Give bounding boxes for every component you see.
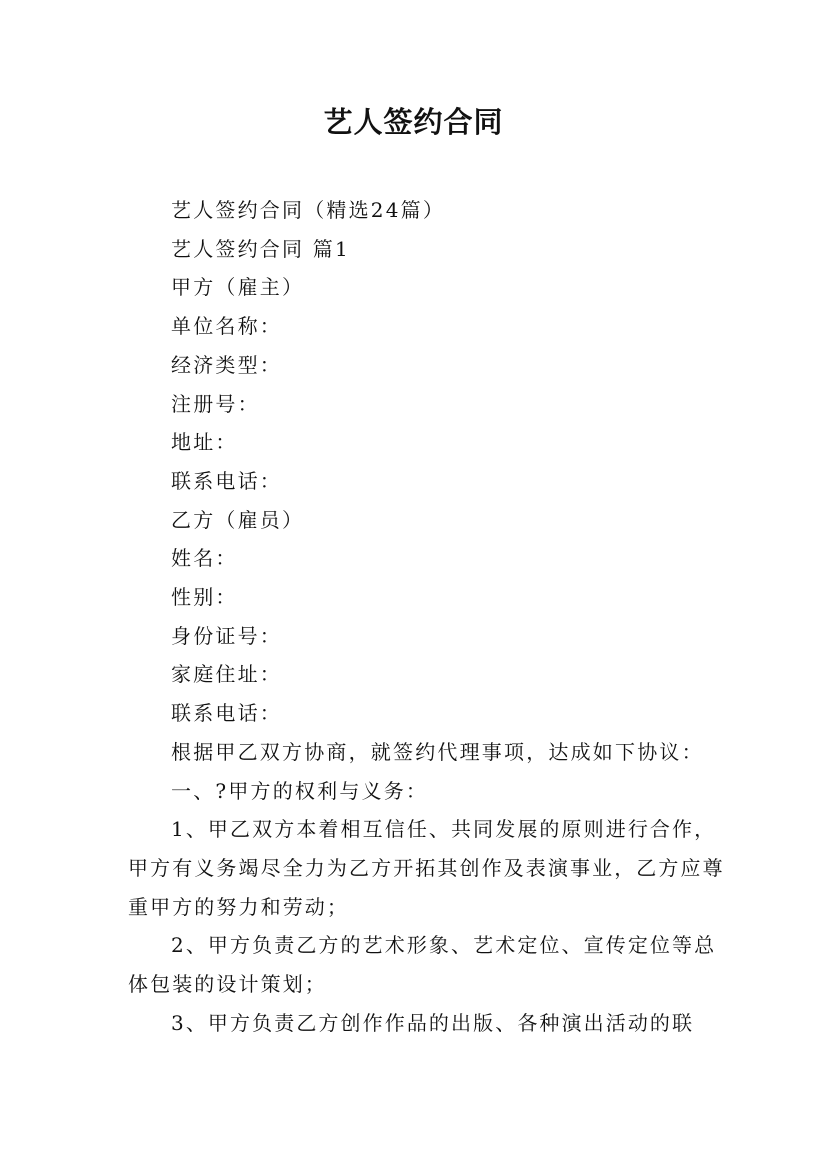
field-phone-b: 联系电话： [171, 701, 282, 726]
field-home-address: 家庭住址： [171, 662, 282, 687]
field-address: 地址： [171, 430, 238, 455]
field-phone-a: 联系电话： [171, 468, 282, 493]
paragraph-party-b: 乙方（雇员） [171, 507, 305, 532]
field-registration-number: 注册号： [171, 391, 260, 416]
paragraph-clause-1-2: 2、甲方负责乙方的艺术形象、艺术定位、宣传定位等总体包装的设计策划； [128, 933, 717, 997]
document-body [128, 191, 728, 1042]
paragraph-clause-1-3: 3、甲方负责乙方创作作品的出版、各种演出活动的联 [171, 1010, 695, 1035]
field-id-number: 身份证号： [171, 623, 282, 648]
paragraph-subtitle: 艺人签约合同（精选24篇） [171, 198, 446, 222]
field-gender: 性别： [171, 585, 238, 610]
paragraph-clause-1-1: 1、甲乙双方本着相互信任、共同发展的原则进行合作，甲方有义务竭尽全力为乙方开拓其创作及表演事业，乙方应尊重甲方的努力和劳动； [128, 817, 725, 919]
field-economic-type: 经济类型： [171, 352, 282, 377]
document-title: 艺人签约合同 [323, 105, 504, 139]
paragraph-clause-1-heading: 一、?甲方的权利与义务： [171, 778, 429, 803]
paragraph-agreement-intro: 根据甲乙双方协商，就签约代理事项，达成如下协议： [171, 739, 704, 764]
paragraph-section-heading: 艺人签约合同 篇1 [171, 236, 350, 261]
field-name: 姓名： [171, 546, 238, 571]
paragraph-party-a: 甲方（雇主） [171, 275, 305, 300]
field-company-name: 单位名称： [171, 314, 282, 339]
